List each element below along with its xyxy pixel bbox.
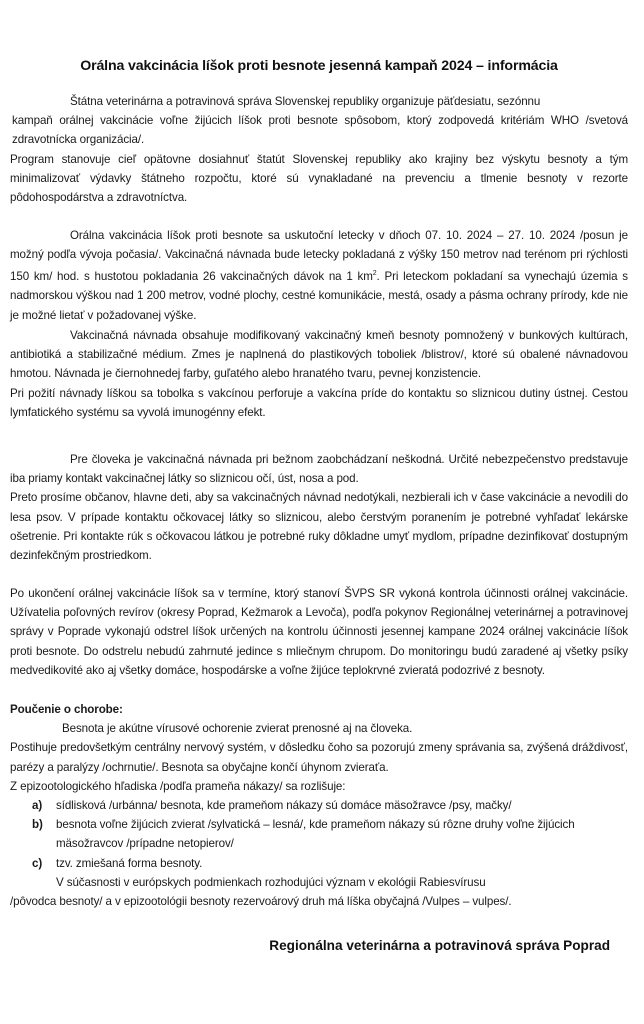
reservoir-line2: /pôvodca besnoty/ a v epizootológii besnoty rezervoárový druh má líška obyčajná /Vulpes – vulpes/. [10, 895, 512, 909]
list-item [10, 854, 628, 873]
safety-paragraph: Pre človeka je vakcinačná návnada pri bežnom zaobchádzaní neškodná. Určité nebezpečenstvo predstavuje iba priamy kontakt vakcinačnej látky so sliznicou očí, úst, nosa a pod. [10, 453, 628, 486]
disease-heading: Poučenie o chorobe: [10, 703, 123, 716]
schedule-text: Orálna vakcinácia líšok proti besnote sa uskutoční letecky v dňoch 07. 10. 2024 – 27. 10. 2024 /posun je možný podľa vývoja počasia/. Vakcinačná návnada bude letecky pokladaná z výšky 150 metrov nad terénom pri rýchlosti 150 km/ hod. s hustotou pokladania 26 vakcinačných dávok na 1 km [10, 229, 628, 284]
safety-instructions-paragraph: Preto prosíme občanov, hlavne deti, aby sa vakcinačných návnad nedotýkali, nezbierali ich v čase vakcinácie a nevodili do lesa psov. V prípade kontaktu očkovacej látky so sliznicou, alebo čerstvým poranením je potrebné vyhľadať lekárske ošetrenie. Pri kontakte rúk s očkovacou látkou je potrebné ruky dôkladne umyť mydlom, prípadne dezinfikovať dostupným dezinfekčným prostriedkom. [10, 491, 628, 563]
list-label: c) [32, 856, 43, 870]
superscript: 2 [372, 270, 377, 278]
disease-definition: Besnota je akútne vírusové ochorenie zvierat prenosné aj na človeka. [62, 722, 413, 736]
document-title: Orálna vakcinácia líšok proti besnote jesenná kampaň 2024 – informácia [80, 58, 558, 74]
intro-paragraph-line1: Štátna veterinárna a potravinová správa Slovenskej republiky organizuje päťdesiatu, sezónnu [70, 95, 541, 108]
list-label: a) [32, 799, 43, 813]
intro-paragraph: kampaň orálnej vakcinácie voľne žijúcich líšok proti besnote spôsobom, ktorý zodpovedá kritériám WHO /svetová zdravotnícka organizácia/. [12, 114, 628, 147]
intro-section [10, 92, 628, 207]
disease-classification-intro: Z epizootologického hľadiska /podľa prameňa nákazy/ sa rozlišuje: [10, 779, 346, 793]
schedule-text-rest: . Pri leteckom pokladaní sa vynechajú územia s nadmorskou výškou nad 1 200 metrov, vodné plochy, cestné komunikácie, mestá, osady a pásma ochrany prírody, kde nie je možné lietať v požadovanej výške. [10, 270, 628, 322]
disease-section [10, 700, 628, 911]
list-item [10, 815, 628, 853]
bait-paragraph: Vakcinačná návnada obsahuje modifikovaný vakcinačný kmeň besnoty pomnožený v bunkových kultúrach, antibiotiká a stabilizačné médium. Zmes je naplnená do plastikových toboliek /blistrov/, ktoré sú obalené návnadovou hmotou. Návnada je čiernohnedej farby, guľatého alebo hranatého tvaru, pevnej konzistencie. [10, 329, 628, 381]
list-label: b) [32, 818, 43, 832]
reservoir-line1: V súčasnosti v európskych podmienkach rozhodujúci význam v ekológii Rabiesvírusu [56, 875, 486, 889]
program-paragraph: Program stanovuje cieľ opätovne dosiahnuť štatút Slovenskej republiky ako krajiny bez výskytu besnoty a tým minimalizovať výdavky štátneho rozpočtu, ktoré sú vynakladané na prevenciu a tlmenie besnoty v rezorte pôdohospodárstva a zdravotníctva. [10, 152, 628, 205]
list-text: sídlisková /urbánna/ besnota, kde prameňom nákazy sú domáce mäsožravce /psy, mačky/ [56, 799, 512, 813]
disease-symptoms: Postihuje predovšetkým centrálny nervový systém, v dôsledku čoho sa pozorujú zmeny správania sa, zvýšená dráždivosť, parézy a paralýzy /ochrnutie/. Besnota sa obyčajne končí úhynom zvieraťa. [10, 741, 628, 774]
bait-section [10, 326, 628, 422]
disease-forms-list [10, 796, 628, 873]
bait-effect-paragraph: Pri požití návnady líškou sa tobolka s vakcínou perforuje a vakcína príde do kontaktu so sliznicou dutiny ústnej. Cestou lymfatického systému sa vyvolá imunogénny efekt. [10, 386, 628, 419]
list-item [10, 796, 628, 815]
safety-section [10, 450, 628, 565]
monitoring-paragraph: Po ukončení orálnej vakcinácie líšok sa v termíne, ktorý stanoví ŠVPS SR vykoná kontrola účinnosti orálnej vakcinácie. Užívatelia poľovných revírov (okresy Poprad, Kežmarok a Levoča), podľa pokynov Regionálnej veterinárnej a potravinovej správy v Poprade vykonajú odstrel líšok určených na kontrolu účinnosti jesennej kampane 2024 orálnej vakcinácie líšok proti besnote. Do odstrelu nebudú zahrnuté jedince s mliečnym chrupom. Do monitoringu budú zaradené aj všetky psíky medvedikovité ako aj všetky domáce, hospodárske a voľne žijúce teplokrvné zvieratá podozrivé z besnoty. [10, 587, 628, 677]
schedule-paragraph [10, 226, 628, 325]
list-text: besnota voľne žijúcich zvierat /sylvatická – lesná/, kde prameňom nákazy sú rôzne druhy voľne žijúcich mäsožravcov /prípadne netopierov/ [56, 818, 575, 851]
list-text: tzv. zmiešaná forma besnoty. [56, 856, 203, 870]
signature: Regionálna veterinárna a potravinová správa Poprad [269, 938, 610, 953]
